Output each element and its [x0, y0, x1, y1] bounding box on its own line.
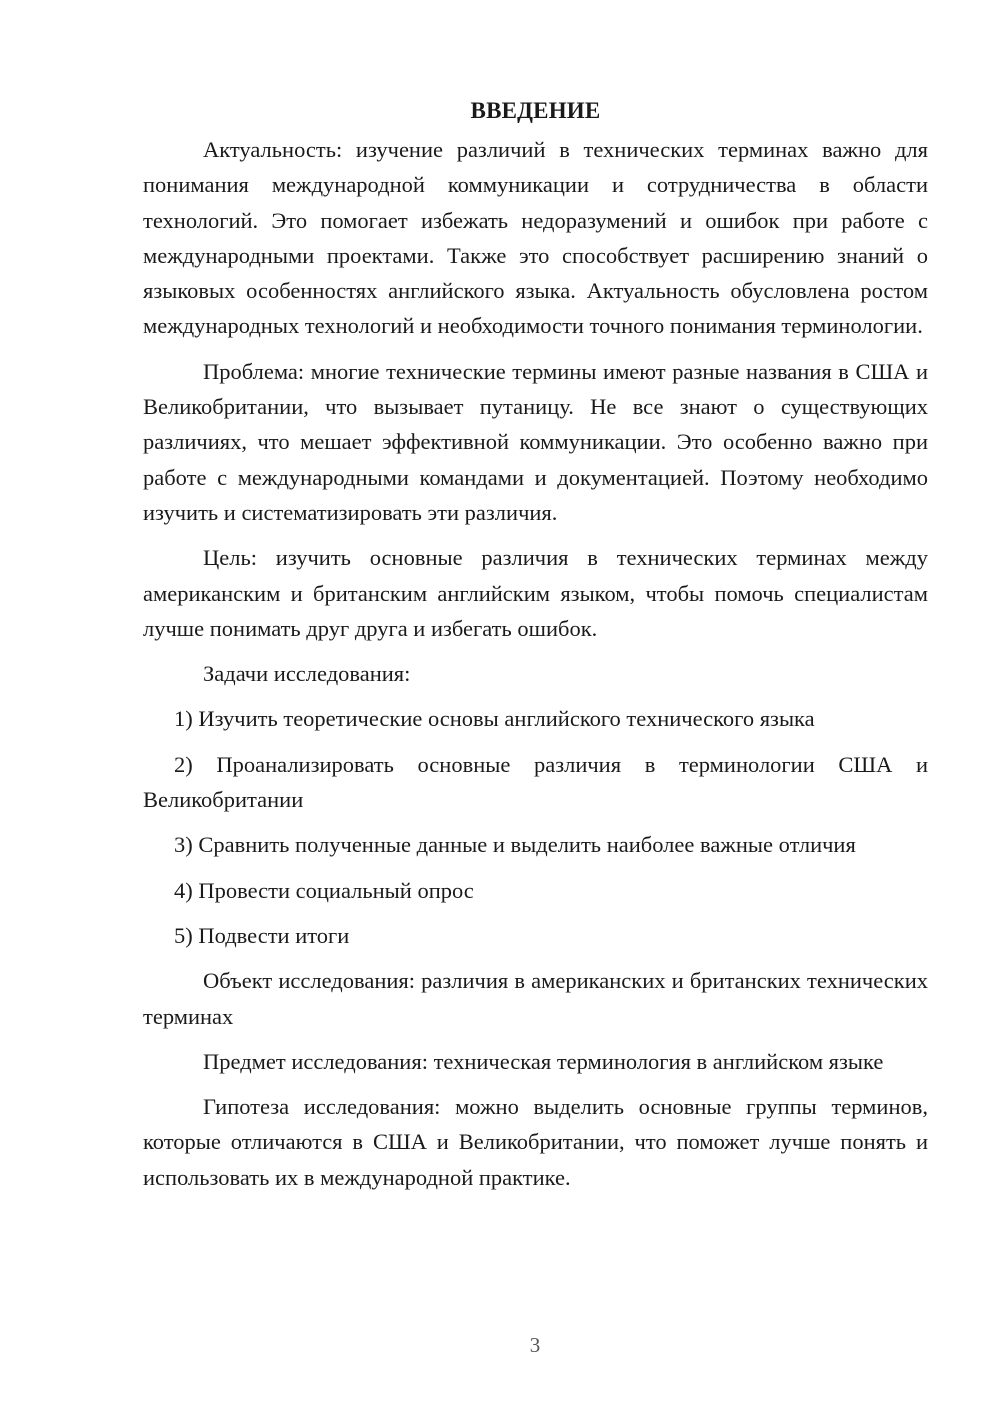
paragraph-relevance: Актуальность: изучение различий в технических терминах важно для понимания международной коммуникации и сотрудничества в области технологий. Это помогает избежать недоразумений и ошибок при работе с международными проектами. Также это способствует расширению знаний о языковых особенностях английского языка. Актуальность обусловлена ростом международных технологий и необходимости точного понимания терминологии.: [143, 137, 928, 339]
document-page: [143, 94, 928, 1205]
task-item-2: 2) Проанализировать основные различия в терминологии США и Великобритании: [143, 751, 928, 813]
paragraph-problem: Проблема: многие технические термины имеют разные названия в США и Великобритании, что вызывает путаницу. Не все знают о существующих различиях, что мешает эффективной коммуникации. Это особенно важно при работе с международными командами и документацией. Поэтому необходимо изучить и систематизировать эти различия.: [143, 358, 928, 525]
section-title: ВВЕДЕНИЕ: [470, 98, 601, 123]
task-item-1: 1) Изучить теоретические основы английского технического языка: [174, 706, 815, 732]
paragraph-goal: Цель: изучить основные различия в технических терминах между американским и британским английским языком, чтобы помочь специалистам лучше понимать друг друга и избегать ошибок.: [143, 545, 928, 641]
task-item-5: 5) Подвести итоги: [174, 922, 350, 948]
paragraph-subject: Предмет исследования: техническая терминология в английском языке: [203, 1048, 884, 1074]
paragraph-object: Объект исследования: различия в американских и британских технических терминах: [143, 968, 928, 1029]
tasks-heading: Задачи исследования:: [203, 661, 411, 687]
paragraph-hypothesis: Гипотеза исследования: можно выделить основные группы терминов, которые отличаются в США и Великобритании, что поможет лучше понять и использовать их в международной практике.: [143, 1094, 928, 1190]
task-item-4: 4) Провести социальный опрос: [174, 877, 474, 903]
task-item-3: 3) Сравнить полученные данные и выделить наиболее важные отличия: [174, 832, 856, 858]
page-number: 3: [529, 1333, 541, 1357]
